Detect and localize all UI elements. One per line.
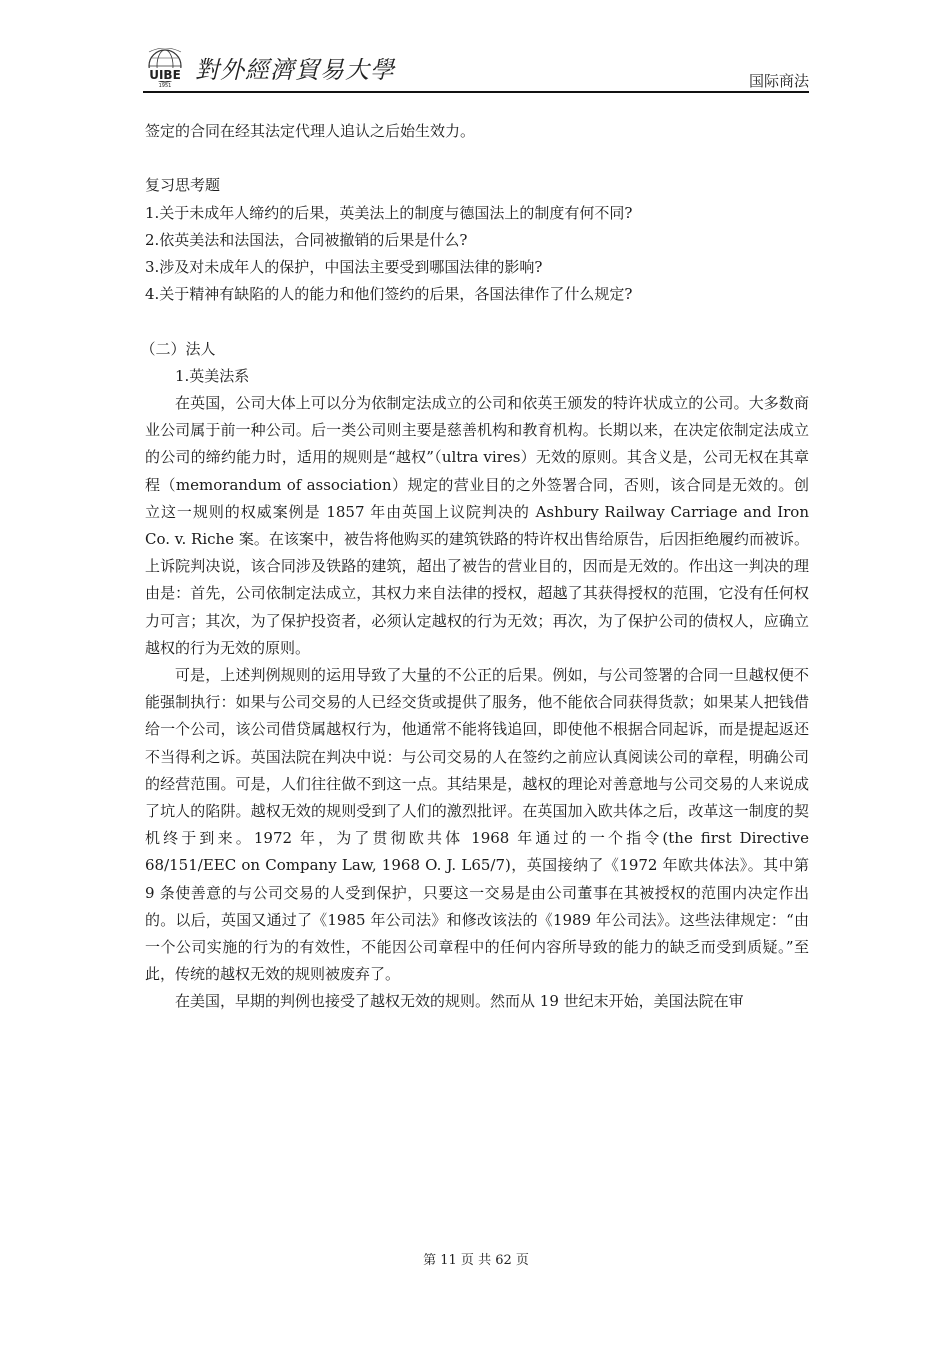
review-questions-title: 复习思考题 — [145, 176, 221, 195]
university-name-logo: 對外經濟貿易大學 — [195, 56, 395, 84]
spacer — [145, 145, 809, 172]
page-number-footer: 第 11 页 共 62 页 — [423, 1253, 529, 1268]
section-heading: （二）法人 — [140, 339, 216, 358]
university-seal-logo-icon — [143, 48, 189, 88]
page-header — [143, 44, 809, 94]
review-question-2: 2.依英美法和法国法，合同被撤销的后果是什么? — [145, 230, 468, 249]
subsection-heading: 1.英美法系 — [175, 366, 250, 385]
review-question-1: 1.关于未成年人缔约的后果，英美法上的制度与德国法上的制度有何不同? — [145, 203, 633, 222]
review-question-3: 3.涉及对未成年人的保护，中国法主要受到哪国法律的影响? — [145, 258, 543, 276]
spacer — [145, 308, 809, 335]
seal-year: 1951 — [158, 83, 172, 88]
body-paragraph-2: 可是，上述判例规则的运用导致了大量的不公正的后果。例如，与公司签署的合同一旦越权便不能强制执行：如果与公司交易的人已经交货或提供了服务，他不能依合同获得货款；如果某人把钱借给一个公司，该公司借贷属越权行为，他通常不能将钱追回，即使他不根据合同起诉，而是提起返还不当得利之诉。英国法院在判决中说：与公司交易的人在签约之前应认真阅读公司的章程，明确公司的经营范围。可是，人们往往做不到这一点。其结果是，越权的理论对善意地与公司交易的人来说成了坑人的陷阱。越权无效的规则受到了人们的激烈批评。在英国加入欧共体之后，改革这一制度的契机终于到来。1972 年，为了贯彻欧共体 1968 年通过的一个指令(the first Directive 68/151/EEC on Company Law, 1968 O. J. L65/7)，英国接纳了《1972 年欧共体法》。其中第 9 条使善意的与公司交易的人受到保护，只要这一交易是由公司董事在其被授权的范围内决定作出的。以后，英国又通过了《1985 年公司法》和修改该法的《1989 年公司法》。这些法律规定：“由一个公司实施的行为的有效性，不能因公司章程中的任何内容所导致的能力的缺乏而受到质疑。”至此，传统的越权无效的规则被废弃了。 — [145, 666, 809, 984]
review-question-4: 4.关于精神有缺陷的人的能力和他们签约的后果，各国法律作了什么规定? — [145, 285, 633, 304]
carryover-paragraph: 签定的合同在经其法定代理人追认之后始生效力。 — [145, 122, 476, 140]
body-paragraph-1: 在英国，公司大体上可以分为依制定法成立的公司和依英王颁发的特许状成立的公司。大多数商业公司属于前一种公司。后一类公司则主要是慈善机构和教育机构。长期以来，在决定依制定法成立的公司的缔约能力时，适用的规则是“越权”（ultra vires）无效的原则。其含义是，公司无权在其章程（memorandum of association）规定的营业目的之外签署合同，否则，该合同是无效的。创立这一规则的权威案例是 1857 年由英国上议院判决的 Ashbury Railway Carriage and Iron Co. v. Riche 案。在该案中，被告将他购买的建筑铁路的特许权出售给原告，后因拒绝履约而被诉。上诉院判决说，该合同涉及铁路的建筑，超出了被告的营业目的，因而是无效的。作出这一判决的理由是：首先，公司依制定法成立，其权力来自法律的授权，超越了其获得授权的范围，它没有任何权力可言；其次，为了保护投资者，必须认定越权的行为无效；再次，为了保护公司的债权人，应确立越权的行为无效的原则。 — [145, 394, 809, 657]
header-divider — [143, 91, 809, 93]
seal-letters: UIBE — [149, 68, 181, 82]
page-body — [140, 118, 809, 1016]
body-paragraph-3: 在美国，早期的判例也接受了越权无效的规则。然而从 19 世纪末开始，美国法院在审 — [175, 992, 744, 1011]
course-name: 国际商法 — [748, 72, 809, 90]
